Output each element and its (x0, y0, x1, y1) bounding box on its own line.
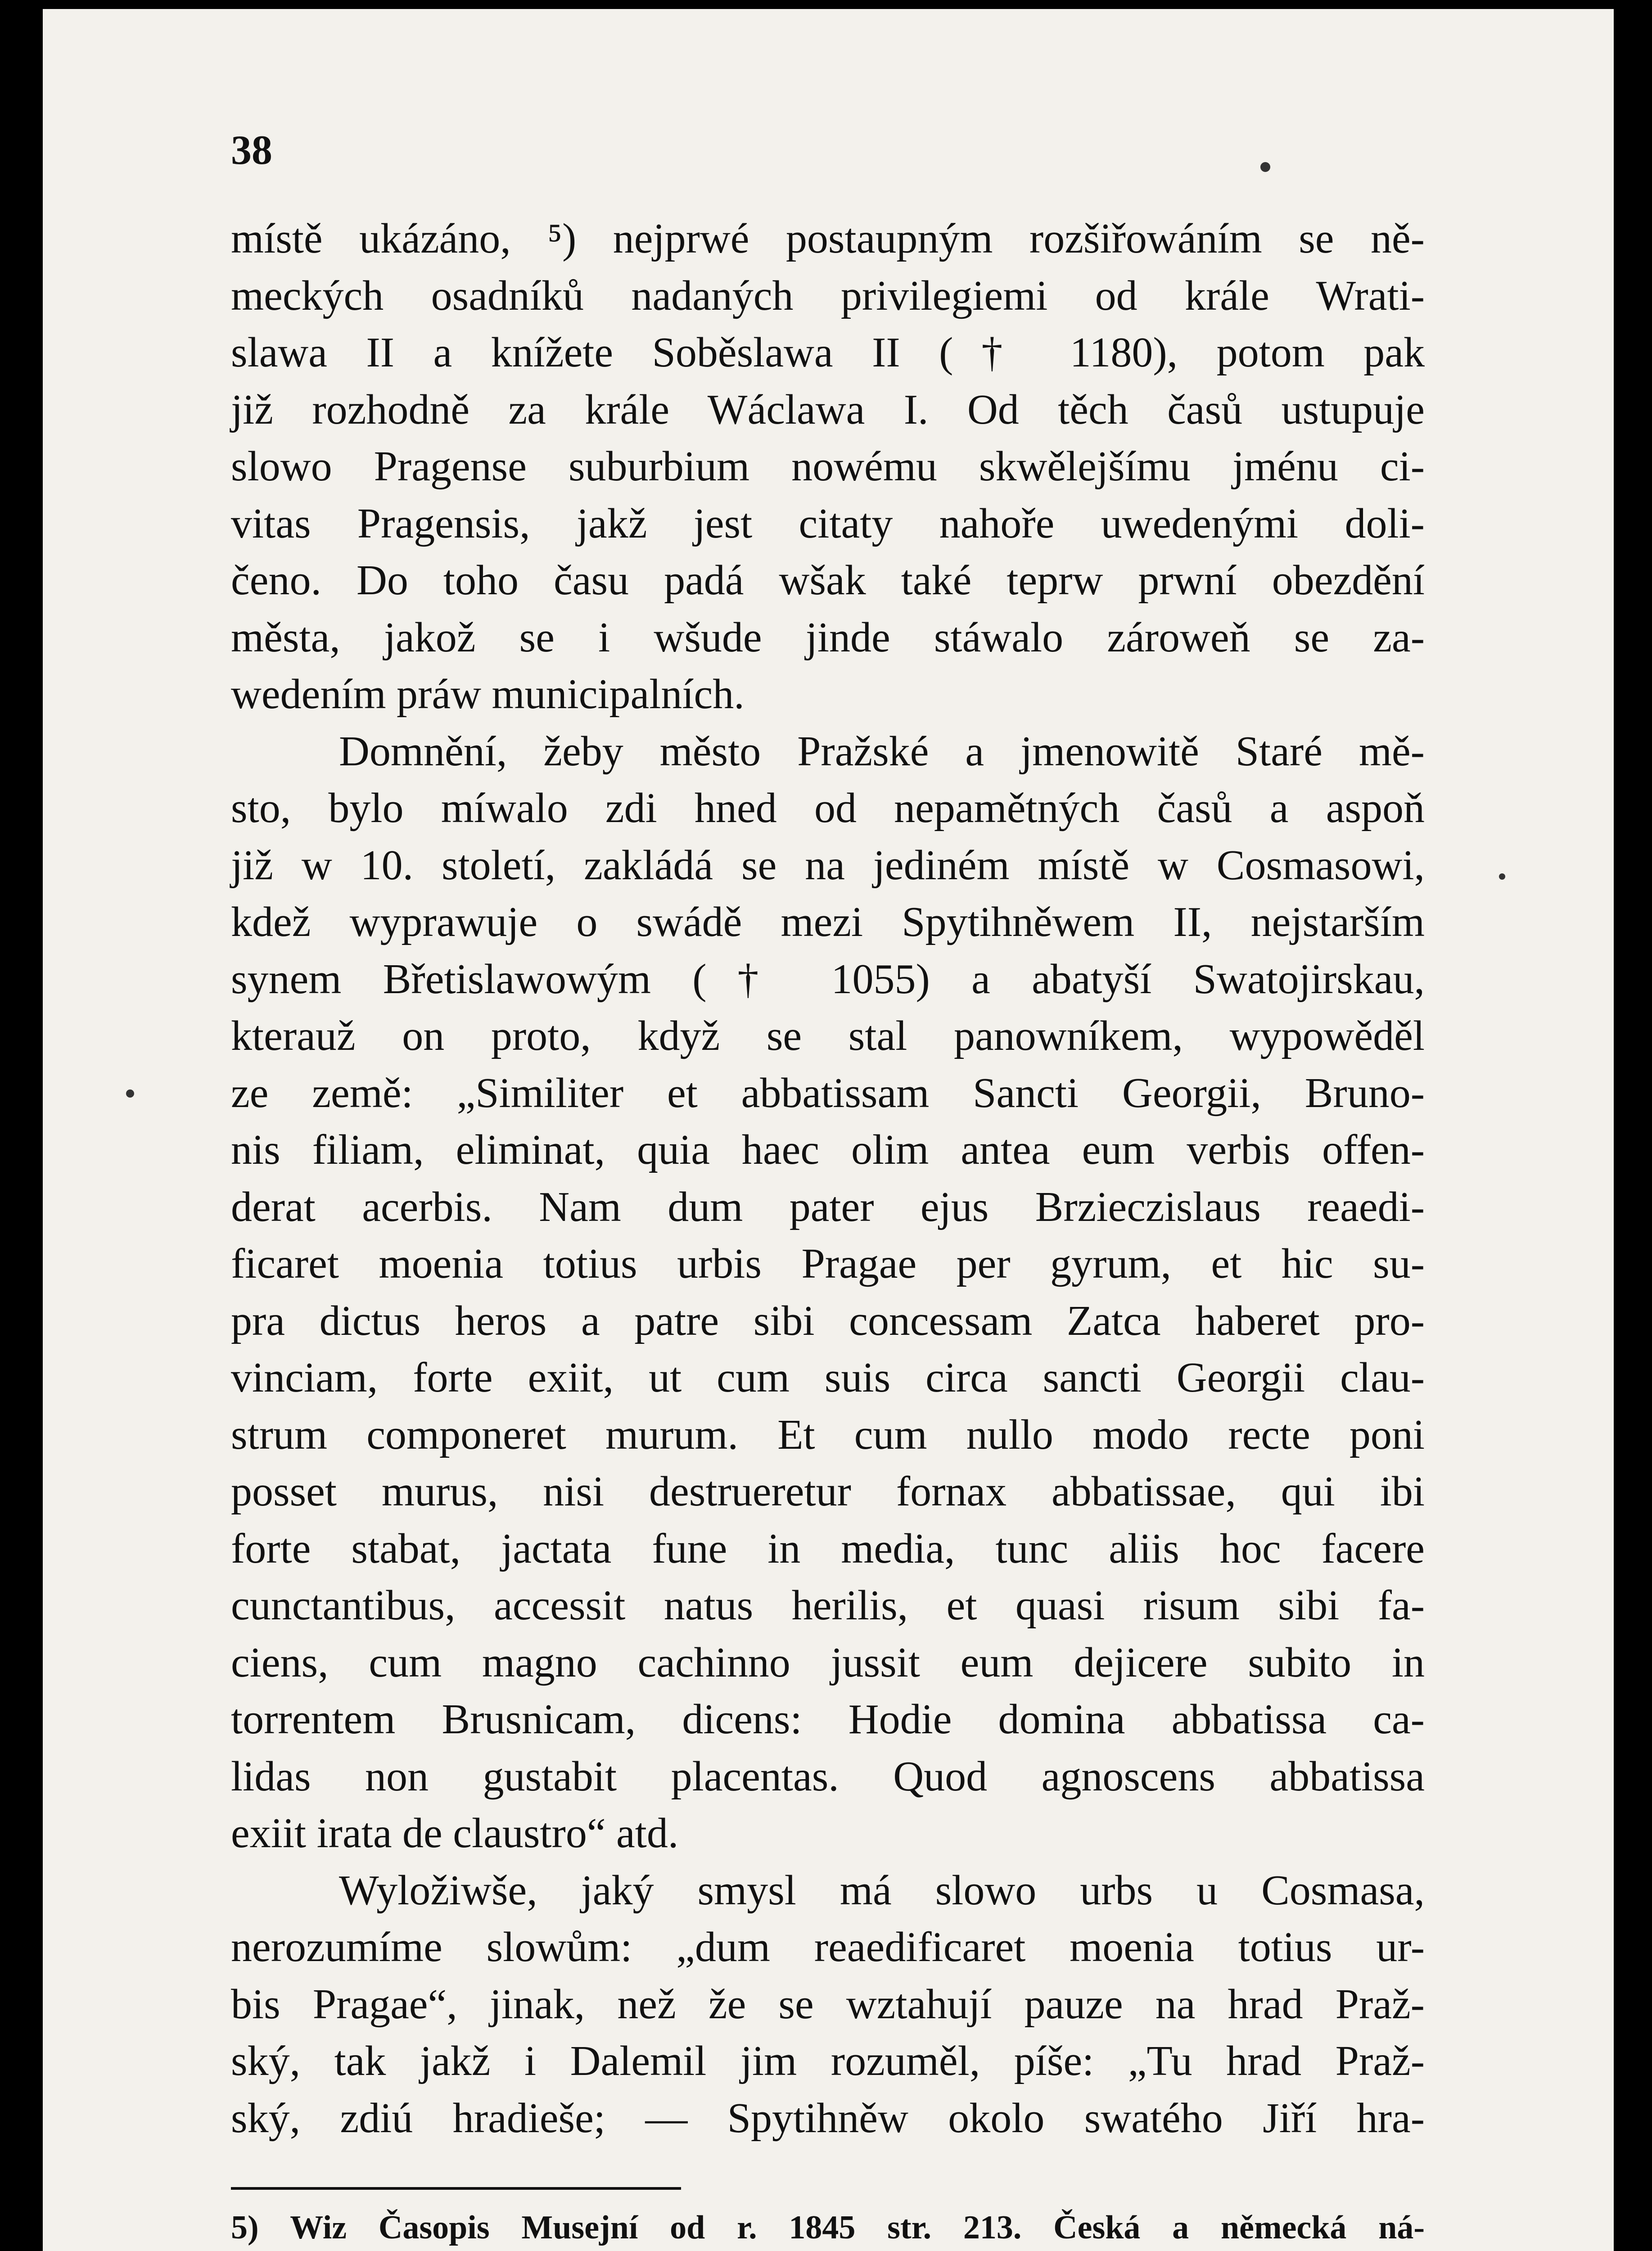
text-line: cunctantibus, accessit natus herilis, et quasi risum sibi fa- (231, 1582, 1425, 1629)
footnote-rule (231, 2187, 681, 2190)
text-line: derat acerbis. Nam dum pater ejus Brzieczislaus reaedi- (231, 1183, 1425, 1230)
text-line: Domnění, žeby město Pražské a jmenowitě Staré mě- (339, 728, 1425, 775)
text-line: slowo Pragense suburbium nowému skwělejšímu jménu ci- (231, 443, 1425, 490)
text-line: ský, zdiú hradieše; — Spytihněw okolo swatého Jiří hra- (231, 2094, 1425, 2142)
text-line: Wyložiwše, jaký smysl má slowo urbs u Cosmasa, (339, 1867, 1425, 1914)
text-line: kdež wyprawuje o swádě mezi Spytihněwem II, nejstarším (231, 899, 1425, 945)
paper-speck (1499, 873, 1505, 880)
text-line: forte stabat, jactata fune in media, tunc aliis hoc facere (231, 1525, 1425, 1572)
text-line: slawa II a knížete Soběslawa II († 1180), potom pak (231, 329, 1425, 376)
text-line: místě ukázáno, ⁵) nejprwé postaupným rozšiřowáním se ně- (231, 215, 1425, 262)
text-line: města, jakož se i wšude jinde stáwalo zároweň se za- (231, 614, 1425, 661)
text-line: lidas non gustabit placentas. Quod agnoscens abbatissa (231, 1753, 1425, 1800)
text-line: ský, tak jakž i Dalemil jim rozuměl, píše: „Tu hrad Praž- (231, 2038, 1425, 2084)
page-body (231, 210, 1425, 2147)
text-line: pra dictus heros a patre sibi concessam Zatca haberet pro- (231, 1297, 1425, 1344)
text-line: vitas Pragensis, jakž jest citaty nahoře uwedenými doli- (231, 500, 1425, 547)
text-line: torrentem Brusnicam, dicens: Hodie domina abbatissa ca- (231, 1696, 1425, 1743)
text-line: nerozumíme slowům: „dum reaedificaret moenia totius ur- (231, 1924, 1425, 1971)
text-line: wedením práw municipalních. (231, 671, 745, 718)
text-line: nis filiam, eliminat, quia haec olim antea eum verbis offen- (231, 1126, 1425, 1173)
text-line: kterauž on proto, když se stal panowníkem, wypowěděl (231, 1012, 1425, 1059)
text-line: strum componeret murum. Et cum nullo modo recte poni (231, 1411, 1425, 1458)
text-line: čeno. Do toho času padá wšak také teprw prwní obezdění (231, 557, 1425, 604)
footnote-line: 5) Wiz Časopis Musejní od r. 1845 str. 213. Česká a německá ná- (231, 2209, 1425, 2246)
footnote (231, 2205, 1425, 2251)
text-line: synem Břetislawowým († 1055) a abatyší Swatojirskau, (231, 955, 1425, 1003)
text-line: bis Pragae“, jinak, než že se wztahují pauze na hrad Praž- (231, 1980, 1425, 2028)
text-line: meckých osadníků nadaných privilegiemi od krále Wrati- (231, 272, 1425, 319)
text-line: ze země: „Similiter et abbatissam Sancti Georgii, Bruno- (231, 1069, 1425, 1116)
text-line: již rozhodně za krále Wáclawa I. Od těch časů ustupuje (231, 386, 1425, 433)
text-line: vinciam, forte exiit, ut cum suis circa sancti Georgii clau- (231, 1354, 1425, 1401)
text-line: ficaret moenia totius urbis Pragae per gyrum, et hic su- (231, 1240, 1425, 1287)
page-number: 38 (231, 127, 272, 173)
text-line: sto, bylo míwalo zdi hned od nepamětných časů a aspoň (231, 785, 1425, 832)
paper-speck (1260, 162, 1270, 172)
text-line: ciens, cum magno cachinno jussit eum dejicere subito in (231, 1639, 1425, 1686)
text-line: exiit irata de claustro“ atd. (231, 1810, 679, 1857)
text-line: již w 10. století, zakládá se na jediném místě w Cosmasowi, (231, 841, 1425, 889)
text-line: posset murus, nisi destrueretur fornax abbatissae, qui ibi (231, 1468, 1425, 1515)
paper-speck (126, 1089, 134, 1098)
